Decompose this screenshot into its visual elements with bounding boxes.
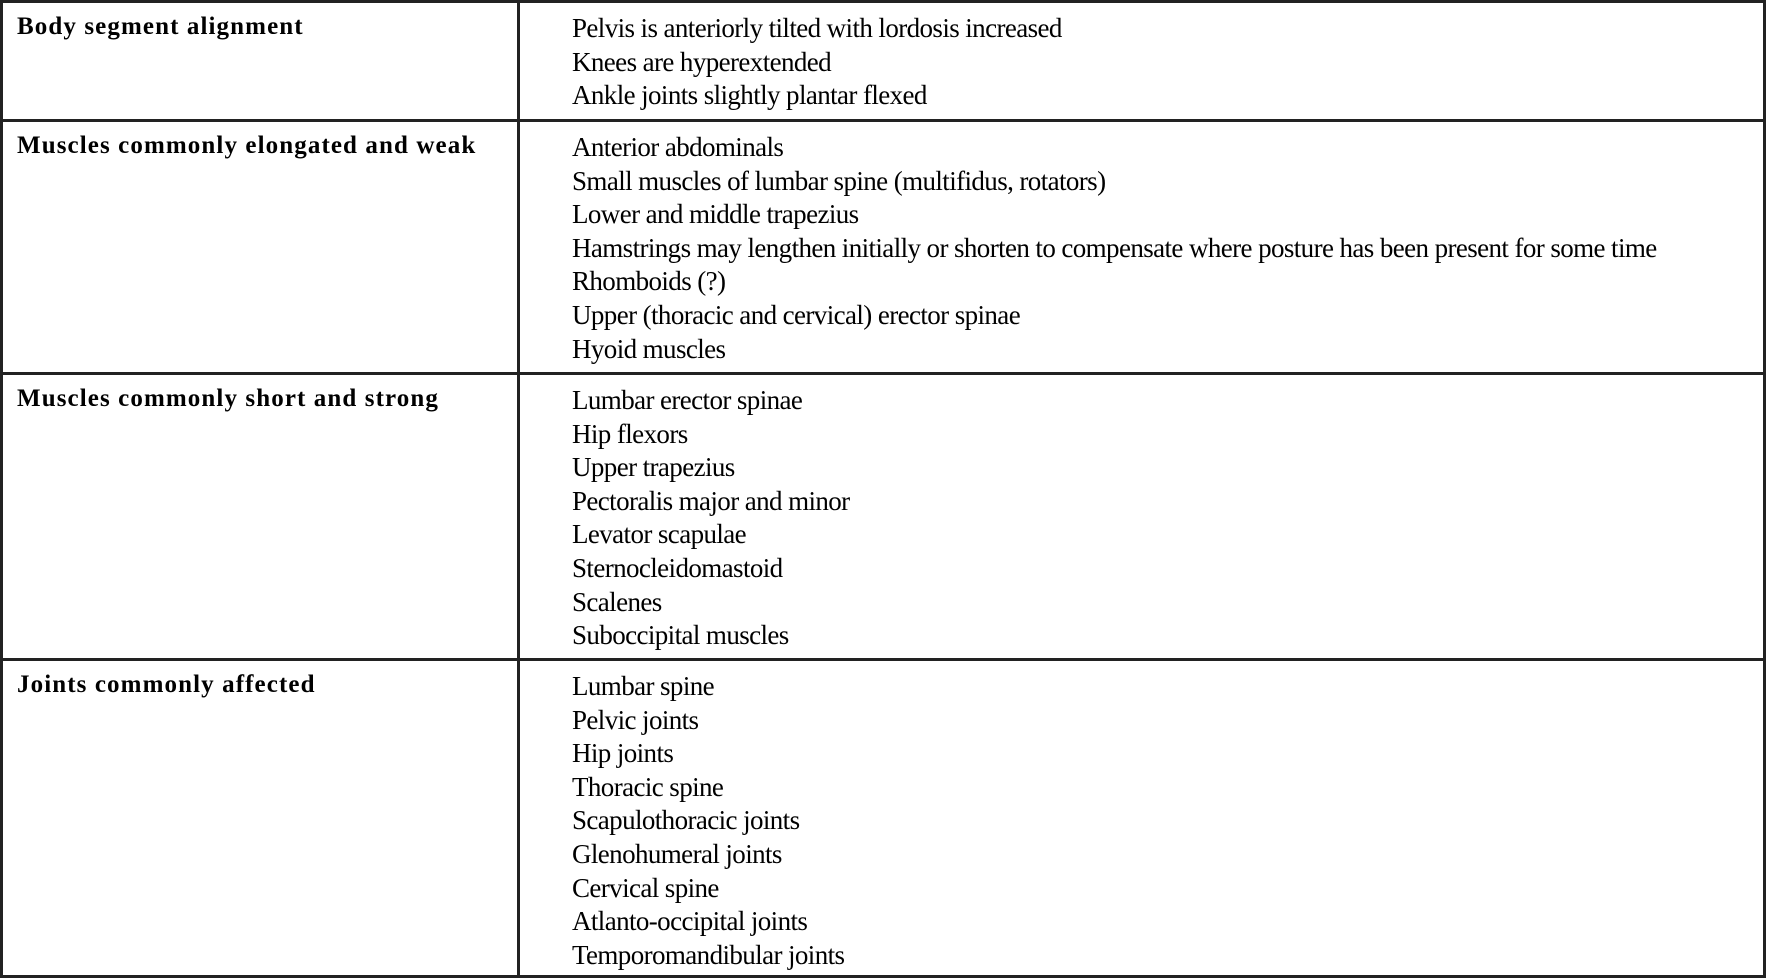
list-item: Levator scapulae — [572, 519, 747, 550]
list-item: Rhomboids (?) — [572, 266, 726, 297]
list-item: Temporomandibular joints — [572, 939, 845, 970]
row-label: Muscles commonly short and strong — [17, 385, 439, 412]
list-item: Upper (thoracic and cervical) erector spinae — [572, 299, 1021, 330]
list-item: Knees are hyperextended — [572, 46, 832, 77]
list-item: Suboccipital muscles — [572, 620, 789, 651]
list-item: Sternocleidomastoid — [572, 552, 783, 583]
table-row-muscles-elongated-weak — [3, 122, 1763, 375]
list-item: Pelvic joints — [572, 704, 699, 735]
list-item: Pectoralis major and minor — [572, 485, 850, 516]
row-items — [572, 12, 1062, 113]
row-label: Joints commonly affected — [17, 671, 316, 698]
list-item: Upper trapezius — [572, 452, 735, 483]
row-items — [572, 384, 850, 653]
table-row-body-segment-alignment — [3, 3, 1763, 122]
list-item: Cervical spine — [572, 872, 719, 903]
list-item: Thoracic spine — [572, 771, 724, 802]
list-item: Glenohumeral joints — [572, 838, 782, 869]
row-label: Muscles commonly elongated and weak — [17, 132, 477, 159]
column-divider — [517, 3, 520, 119]
row-items — [572, 670, 844, 972]
list-item: Scapulothoracic joints — [572, 805, 800, 836]
list-item: Lumbar erector spinae — [572, 385, 803, 415]
list-item: Hip joints — [572, 738, 674, 769]
table-row-joints-affected — [3, 661, 1763, 975]
column-divider — [517, 661, 520, 975]
list-item: Hip flexors — [572, 418, 688, 449]
list-item: Atlanto-occipital joints — [572, 906, 808, 937]
column-divider — [517, 375, 520, 658]
list-item: Anterior abdominals — [572, 132, 784, 162]
list-item: Hyoid muscles — [572, 333, 726, 364]
list-item: Lower and middle trapezius — [572, 199, 859, 230]
column-divider — [517, 122, 520, 372]
list-item: Small muscles of lumbar spine (multifidus, rotators) — [572, 165, 1106, 196]
table-row-muscles-short-strong — [3, 375, 1763, 661]
list-item: Ankle joints slightly plantar flexed — [572, 80, 927, 111]
list-item: Lumbar spine — [572, 671, 715, 701]
list-item: Hamstrings may lengthen initially or shorten to compensate where posture has been present for some time — [572, 232, 1657, 263]
list-item: Pelvis is anteriorly tilted with lordosis increased — [572, 13, 1062, 43]
row-items — [572, 131, 1657, 366]
list-item: Scalenes — [572, 586, 662, 617]
row-label: Body segment alignment — [17, 13, 304, 40]
